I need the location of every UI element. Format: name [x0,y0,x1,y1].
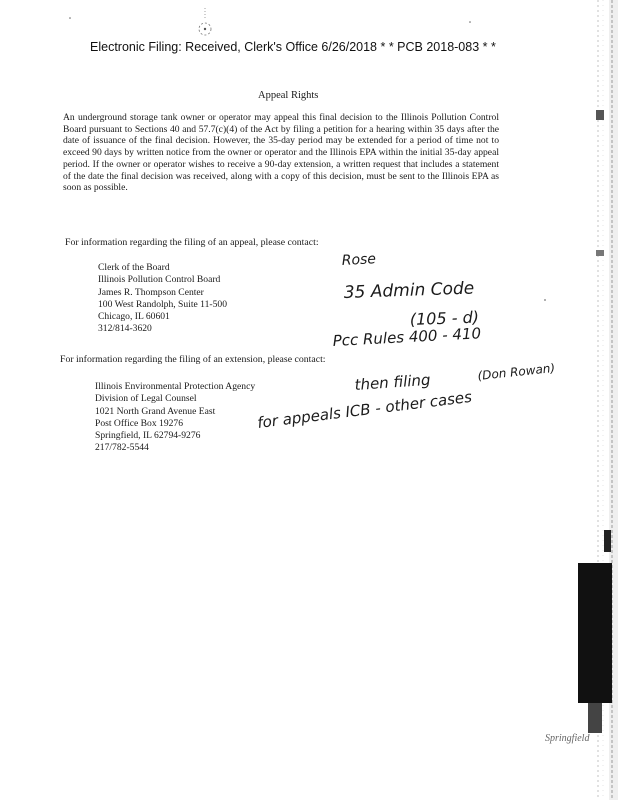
address-line: 312/814-3620 [98,323,152,335]
address-line: Springfield, IL 62794-9276 [95,430,201,442]
address-line: 217/782-5544 [95,442,149,454]
filing-header: Electronic Filing: Received, Clerk's Office 6/26/2018 * * PCB 2018-083 * * [90,40,496,54]
page-stamp: Springfield [545,733,590,744]
address-line: Illinois Environmental Protection Agency [95,381,256,392]
address-line: Clerk of the Board [98,262,170,273]
address-line: Post Office Box 19276 [95,417,184,429]
handwritten-note: Rose [341,251,377,269]
handwritten-note: (Don Rowan) [476,360,556,383]
address-line: Division of Legal Counsel [95,393,197,405]
handwritten-note: Pcc Rules 400 - 410 [332,324,482,350]
extension-contact-intro: For information regarding the filing of an extension, please contact: [60,354,326,365]
address-line: Illinois Pollution Control Board [98,274,221,286]
handwritten-note: (105 - d) [409,307,480,329]
address-line: 100 West Randolph, Suite 11-500 [98,298,228,310]
page-title: Appeal Rights [258,90,319,101]
appeal-rights-paragraph: An underground storage tank owner or operator may appeal this final decision to the Illinois Pollution Control Board pursuant to Sections 40 and 57.7(c)(4) of the Act by filing a petition for a hearing within 35 days after the date of issuance of the final decision. However, the 35-day period may be extended for a period of time not to exceed 90 days by written notice from the owner or operator and the Illinois EPA within the initial 35-day appeal period. If the owner or operator wishes to receive a 90-day extension, a written request that includes a statement of the date the final decision was received, along with a copy of this decision, must be sent to the Illinois EPA as soon as possible. [63,112,499,194]
address-line: James R. Thompson Center [98,286,204,298]
appeal-contact-intro: For information regarding the filing of an appeal, please contact: [65,237,319,248]
address-line: Chicago, IL 60601 [98,311,170,323]
handwritten-note: 35 Admin Code [343,278,475,303]
handwritten-note: then filing [354,370,432,394]
address-line: 1021 North Grand Avenue East [95,405,216,417]
handwritten-note: for appeals ICB - other cases [256,387,473,432]
